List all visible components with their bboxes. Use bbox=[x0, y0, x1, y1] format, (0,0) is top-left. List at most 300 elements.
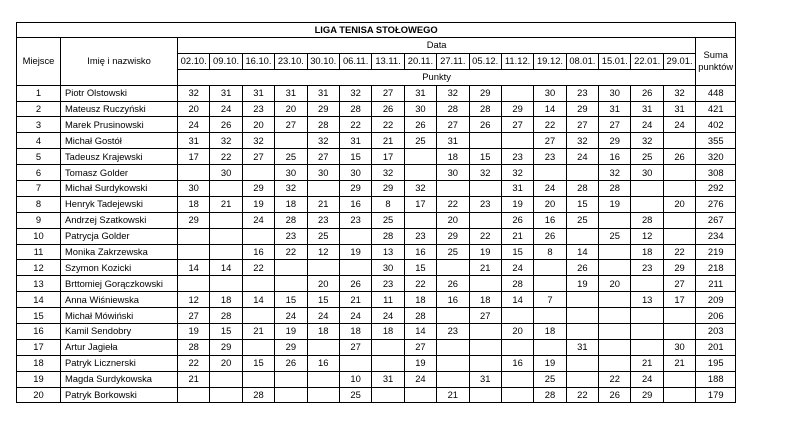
points-cell bbox=[469, 387, 501, 403]
points-cell bbox=[178, 244, 210, 260]
points-cell: 30 bbox=[210, 165, 242, 181]
points-cell: 30 bbox=[631, 165, 663, 181]
points-cell: 15 bbox=[404, 260, 436, 276]
points-cell: 15 bbox=[307, 292, 339, 308]
points-cell: 29 bbox=[242, 181, 274, 197]
points-cell: 32 bbox=[339, 85, 371, 101]
place-cell: 5 bbox=[17, 149, 61, 165]
place-cell: 4 bbox=[17, 133, 61, 149]
points-cell: 26 bbox=[501, 212, 533, 228]
points-cell: 20 bbox=[178, 101, 210, 117]
points-cell: 20 bbox=[534, 196, 566, 212]
table-row bbox=[17, 260, 736, 276]
points-cell bbox=[242, 228, 274, 244]
table-row bbox=[17, 117, 736, 133]
points-cell bbox=[663, 181, 695, 197]
place-cell: 18 bbox=[17, 355, 61, 371]
place-cell: 7 bbox=[17, 181, 61, 197]
points-cell: 16 bbox=[307, 355, 339, 371]
date-col-header: 08.01. bbox=[566, 53, 598, 69]
place-cell: 3 bbox=[17, 117, 61, 133]
sum-cell: 402 bbox=[696, 117, 736, 133]
points-cell: 16 bbox=[534, 212, 566, 228]
sum-cell: 308 bbox=[696, 165, 736, 181]
player-name-cell: Piotr Olstowski bbox=[61, 85, 178, 101]
points-cell: 23 bbox=[339, 212, 371, 228]
points-cell: 32 bbox=[501, 165, 533, 181]
points-cell: 32 bbox=[469, 165, 501, 181]
points-cell: 31 bbox=[178, 133, 210, 149]
points-cell bbox=[663, 165, 695, 181]
place-cell: 16 bbox=[17, 324, 61, 340]
date-col-header: 29.01. bbox=[663, 53, 695, 69]
points-cell: 25 bbox=[566, 212, 598, 228]
points-cell: 27 bbox=[404, 339, 436, 355]
points-cell: 21 bbox=[372, 133, 404, 149]
points-cell: 18 bbox=[469, 292, 501, 308]
points-cell bbox=[663, 371, 695, 387]
points-cell: 22 bbox=[566, 387, 598, 403]
points-cell: 25 bbox=[437, 244, 469, 260]
points-cell: 17 bbox=[372, 149, 404, 165]
points-cell: 28 bbox=[307, 117, 339, 133]
points-cell: 21 bbox=[307, 196, 339, 212]
table-row bbox=[17, 85, 736, 101]
points-cell: 26 bbox=[631, 85, 663, 101]
points-cell: 20 bbox=[242, 117, 274, 133]
points-cell: 30 bbox=[663, 339, 695, 355]
sum-cell: 448 bbox=[696, 85, 736, 101]
points-cell: 14 bbox=[501, 292, 533, 308]
place-cell: 19 bbox=[17, 371, 61, 387]
points-cell bbox=[339, 260, 371, 276]
points-cell: 31 bbox=[599, 101, 631, 117]
player-name-cell: Michał Gostół bbox=[61, 133, 178, 149]
points-cell: 31 bbox=[663, 101, 695, 117]
points-cell: 26 bbox=[275, 355, 307, 371]
points-cell: 27 bbox=[534, 133, 566, 149]
points-cell: 17 bbox=[404, 196, 436, 212]
place-cell: 8 bbox=[17, 196, 61, 212]
points-cell bbox=[437, 355, 469, 371]
points-cell: 20 bbox=[599, 276, 631, 292]
points-cell bbox=[372, 355, 404, 371]
points-cell: 31 bbox=[566, 339, 598, 355]
points-cell bbox=[275, 276, 307, 292]
date-col-header: 16.10. bbox=[242, 53, 274, 69]
points-cell: 28 bbox=[566, 181, 598, 197]
points-cell bbox=[469, 339, 501, 355]
points-cell bbox=[178, 276, 210, 292]
points-cell: 20 bbox=[501, 324, 533, 340]
player-name-cell: Monika Zakrzewska bbox=[61, 244, 178, 260]
table-row bbox=[17, 149, 736, 165]
points-cell: 20 bbox=[210, 355, 242, 371]
points-cell: 30 bbox=[307, 165, 339, 181]
points-cell: 28 bbox=[404, 308, 436, 324]
points-cell: 28 bbox=[534, 387, 566, 403]
place-cell: 17 bbox=[17, 339, 61, 355]
points-cell: 18 bbox=[275, 196, 307, 212]
points-cell bbox=[210, 371, 242, 387]
date-col-header: 09.10. bbox=[210, 53, 242, 69]
points-cell bbox=[437, 339, 469, 355]
points-cell: 32 bbox=[242, 133, 274, 149]
points-cell: 21 bbox=[242, 324, 274, 340]
table-row bbox=[17, 387, 736, 403]
points-cell: 28 bbox=[275, 212, 307, 228]
points-cell: 31 bbox=[404, 85, 436, 101]
points-cell bbox=[599, 260, 631, 276]
sum-cell: 195 bbox=[696, 355, 736, 371]
points-cell: 24 bbox=[178, 117, 210, 133]
date-col-header: 13.11. bbox=[372, 53, 404, 69]
place-cell: 6 bbox=[17, 165, 61, 181]
points-cell bbox=[242, 276, 274, 292]
points-cell: 21 bbox=[663, 355, 695, 371]
player-name-cell: Andrzej Szatkowski bbox=[61, 212, 178, 228]
points-cell: 23 bbox=[404, 228, 436, 244]
points-cell: 31 bbox=[372, 371, 404, 387]
points-cell: 22 bbox=[663, 244, 695, 260]
points-cell: 24 bbox=[210, 101, 242, 117]
sum-cell: 292 bbox=[696, 181, 736, 197]
points-cell: 16 bbox=[599, 149, 631, 165]
points-cell bbox=[242, 371, 274, 387]
points-cell: 26 bbox=[566, 260, 598, 276]
points-cell: 25 bbox=[631, 149, 663, 165]
points-cell: 30 bbox=[599, 85, 631, 101]
sum-cell: 201 bbox=[696, 339, 736, 355]
header-row-date bbox=[17, 38, 736, 54]
points-cell: 23 bbox=[631, 260, 663, 276]
points-cell: 32 bbox=[631, 133, 663, 149]
points-cell bbox=[469, 324, 501, 340]
points-cell: 11 bbox=[372, 292, 404, 308]
date-col-header: 11.12. bbox=[501, 53, 533, 69]
points-cell: 29 bbox=[599, 133, 631, 149]
points-cell bbox=[566, 165, 598, 181]
points-cell: 27 bbox=[501, 117, 533, 133]
points-cell: 19 bbox=[178, 324, 210, 340]
points-cell: 19 bbox=[339, 244, 371, 260]
points-cell: 25 bbox=[339, 387, 371, 403]
points-cell: 26 bbox=[663, 149, 695, 165]
player-name-cell: Patrycja Golder bbox=[61, 228, 178, 244]
place-cell: 2 bbox=[17, 101, 61, 117]
points-cell: 16 bbox=[404, 244, 436, 260]
points-cell: 21 bbox=[469, 260, 501, 276]
points-cell: 27 bbox=[242, 149, 274, 165]
points-cell bbox=[275, 387, 307, 403]
points-cell: 19 bbox=[534, 355, 566, 371]
points-cell: 22 bbox=[275, 244, 307, 260]
points-cell: 28 bbox=[178, 339, 210, 355]
points-cell: 29 bbox=[339, 181, 371, 197]
date-col-header: 05.12. bbox=[469, 53, 501, 69]
points-cell bbox=[663, 324, 695, 340]
points-cell bbox=[437, 371, 469, 387]
points-cell: 24 bbox=[404, 371, 436, 387]
player-name-cell: Michał Surdykowski bbox=[61, 181, 178, 197]
points-cell: 24 bbox=[631, 371, 663, 387]
points-cell bbox=[501, 85, 533, 101]
points-cell: 7 bbox=[534, 292, 566, 308]
points-cell bbox=[210, 244, 242, 260]
points-cell: 27 bbox=[372, 85, 404, 101]
points-cell bbox=[663, 212, 695, 228]
points-cell bbox=[404, 212, 436, 228]
points-cell: 21 bbox=[501, 228, 533, 244]
table-row bbox=[17, 276, 736, 292]
points-cell bbox=[663, 228, 695, 244]
points-cell: 30 bbox=[404, 101, 436, 117]
sum-cell: 188 bbox=[696, 371, 736, 387]
points-cell: 31 bbox=[631, 101, 663, 117]
points-cell: 25 bbox=[307, 228, 339, 244]
player-name-cell: Artur Jagieła bbox=[61, 339, 178, 355]
points-cell: 32 bbox=[307, 133, 339, 149]
points-cell bbox=[631, 308, 663, 324]
points-cell: 26 bbox=[339, 276, 371, 292]
player-name-cell: Anna Wiśniewska bbox=[61, 292, 178, 308]
sum-cell: 355 bbox=[696, 133, 736, 149]
points-cell: 16 bbox=[242, 244, 274, 260]
place-header: Miejsce bbox=[17, 38, 61, 86]
points-cell: 31 bbox=[339, 133, 371, 149]
sum-cell: 206 bbox=[696, 308, 736, 324]
sum-cell: 179 bbox=[696, 387, 736, 403]
points-cell: 27 bbox=[437, 117, 469, 133]
points-cell: 23 bbox=[242, 101, 274, 117]
points-cell bbox=[178, 228, 210, 244]
points-cell bbox=[275, 133, 307, 149]
table-row bbox=[17, 244, 736, 260]
points-cell: 29 bbox=[631, 387, 663, 403]
points-cell: 32 bbox=[178, 85, 210, 101]
player-name-cell: Brttomiej Gorączkowski bbox=[61, 276, 178, 292]
points-cell: 29 bbox=[566, 101, 598, 117]
points-cell: 25 bbox=[275, 149, 307, 165]
points-cell: 15 bbox=[242, 355, 274, 371]
points-cell bbox=[372, 387, 404, 403]
points-cell: 12 bbox=[307, 244, 339, 260]
player-name-cell: Mateusz Ruczyński bbox=[61, 101, 178, 117]
points-cell: 27 bbox=[307, 149, 339, 165]
points-cell bbox=[210, 228, 242, 244]
points-cell: 32 bbox=[372, 165, 404, 181]
points-cell bbox=[404, 165, 436, 181]
points-cell: 17 bbox=[663, 292, 695, 308]
sum-cell: 211 bbox=[696, 276, 736, 292]
date-header: Data bbox=[178, 38, 696, 54]
points-cell: 25 bbox=[404, 133, 436, 149]
points-cell bbox=[242, 339, 274, 355]
sum-cell: 421 bbox=[696, 101, 736, 117]
points-cell: 31 bbox=[275, 85, 307, 101]
points-cell bbox=[631, 339, 663, 355]
points-cell: 26 bbox=[469, 117, 501, 133]
points-cell bbox=[307, 387, 339, 403]
date-col-header: 27.11. bbox=[437, 53, 469, 69]
points-cell: 28 bbox=[599, 181, 631, 197]
points-cell: 19 bbox=[404, 355, 436, 371]
points-cell: 13 bbox=[372, 244, 404, 260]
points-cell bbox=[275, 371, 307, 387]
points-cell bbox=[307, 181, 339, 197]
points-cell: 18 bbox=[307, 324, 339, 340]
points-cell: 22 bbox=[210, 149, 242, 165]
points-cell bbox=[534, 260, 566, 276]
points-cell: 24 bbox=[307, 308, 339, 324]
points-cell: 27 bbox=[339, 339, 371, 355]
points-cell: 14 bbox=[178, 260, 210, 276]
points-cell: 31 bbox=[437, 133, 469, 149]
points-cell bbox=[307, 371, 339, 387]
points-cell bbox=[437, 260, 469, 276]
table-row bbox=[17, 324, 736, 340]
points-cell: 25 bbox=[534, 371, 566, 387]
points-cell: 16 bbox=[501, 355, 533, 371]
title-row bbox=[17, 23, 736, 38]
sum-cell: 267 bbox=[696, 212, 736, 228]
points-cell bbox=[210, 212, 242, 228]
points-cell: 32 bbox=[404, 181, 436, 197]
player-name-cell: Michał Mówiński bbox=[61, 308, 178, 324]
points-header: Punkty bbox=[178, 69, 696, 85]
points-cell: 30 bbox=[437, 165, 469, 181]
points-cell: 22 bbox=[599, 371, 631, 387]
points-cell: 28 bbox=[372, 228, 404, 244]
points-cell: 15 bbox=[501, 244, 533, 260]
points-cell: 23 bbox=[307, 212, 339, 228]
points-cell: 14 bbox=[242, 292, 274, 308]
table-row bbox=[17, 228, 736, 244]
points-cell: 21 bbox=[210, 196, 242, 212]
points-cell: 29 bbox=[178, 212, 210, 228]
points-cell: 19 bbox=[469, 244, 501, 260]
points-cell bbox=[307, 260, 339, 276]
points-cell bbox=[404, 149, 436, 165]
points-cell bbox=[599, 339, 631, 355]
points-cell: 29 bbox=[663, 260, 695, 276]
points-cell: 30 bbox=[275, 165, 307, 181]
points-cell bbox=[566, 308, 598, 324]
points-cell: 27 bbox=[566, 117, 598, 133]
date-col-header: 30.10. bbox=[307, 53, 339, 69]
sum-cell: 276 bbox=[696, 196, 736, 212]
points-cell bbox=[501, 133, 533, 149]
points-cell: 29 bbox=[210, 339, 242, 355]
points-cell bbox=[210, 276, 242, 292]
place-cell: 11 bbox=[17, 244, 61, 260]
results-sheet bbox=[16, 22, 736, 403]
points-cell: 19 bbox=[599, 196, 631, 212]
place-cell: 12 bbox=[17, 260, 61, 276]
points-cell: 18 bbox=[404, 292, 436, 308]
points-cell: 28 bbox=[242, 387, 274, 403]
table-row bbox=[17, 196, 736, 212]
points-cell bbox=[178, 165, 210, 181]
points-cell: 27 bbox=[599, 117, 631, 133]
points-cell: 31 bbox=[210, 85, 242, 101]
points-cell: 32 bbox=[566, 133, 598, 149]
points-cell bbox=[631, 196, 663, 212]
points-cell: 23 bbox=[437, 324, 469, 340]
points-cell bbox=[469, 212, 501, 228]
points-cell bbox=[501, 308, 533, 324]
sum-cell: 234 bbox=[696, 228, 736, 244]
player-name-cell: Tomasz Golder bbox=[61, 165, 178, 181]
place-cell: 10 bbox=[17, 228, 61, 244]
points-cell: 31 bbox=[307, 85, 339, 101]
points-cell: 28 bbox=[437, 101, 469, 117]
points-cell: 31 bbox=[501, 181, 533, 197]
league-table bbox=[16, 22, 736, 403]
points-cell: 12 bbox=[178, 292, 210, 308]
player-name-cell: Kamil Sendobry bbox=[61, 324, 178, 340]
points-cell: 24 bbox=[631, 117, 663, 133]
points-cell bbox=[566, 324, 598, 340]
points-cell bbox=[210, 181, 242, 197]
points-cell: 19 bbox=[501, 196, 533, 212]
points-cell: 26 bbox=[372, 101, 404, 117]
points-cell bbox=[501, 371, 533, 387]
table-row bbox=[17, 371, 736, 387]
points-cell: 28 bbox=[210, 308, 242, 324]
points-cell: 30 bbox=[534, 85, 566, 101]
points-cell bbox=[178, 387, 210, 403]
points-cell: 16 bbox=[339, 196, 371, 212]
points-cell bbox=[631, 276, 663, 292]
table-header bbox=[17, 23, 736, 86]
date-col-header: 22.01. bbox=[631, 53, 663, 69]
points-cell: 27 bbox=[663, 276, 695, 292]
points-cell: 32 bbox=[599, 165, 631, 181]
points-cell: 12 bbox=[631, 228, 663, 244]
place-cell: 1 bbox=[17, 85, 61, 101]
place-cell: 15 bbox=[17, 308, 61, 324]
points-cell bbox=[599, 355, 631, 371]
date-col-header: 15.01. bbox=[599, 53, 631, 69]
points-cell: 23 bbox=[501, 149, 533, 165]
points-cell bbox=[469, 276, 501, 292]
points-cell: 19 bbox=[242, 196, 274, 212]
points-cell: 20 bbox=[307, 276, 339, 292]
points-cell: 29 bbox=[307, 101, 339, 117]
points-cell: 18 bbox=[437, 149, 469, 165]
points-cell: 18 bbox=[534, 324, 566, 340]
points-cell: 26 bbox=[534, 228, 566, 244]
table-row bbox=[17, 212, 736, 228]
points-cell: 10 bbox=[339, 371, 371, 387]
points-cell bbox=[404, 387, 436, 403]
points-cell: 27 bbox=[469, 308, 501, 324]
table-row bbox=[17, 308, 736, 324]
date-col-header: 23.10. bbox=[275, 53, 307, 69]
points-cell bbox=[599, 244, 631, 260]
points-cell: 29 bbox=[437, 228, 469, 244]
points-cell: 20 bbox=[663, 196, 695, 212]
points-cell: 15 bbox=[339, 149, 371, 165]
points-cell: 18 bbox=[372, 324, 404, 340]
points-cell: 15 bbox=[469, 149, 501, 165]
sum-cell: 209 bbox=[696, 292, 736, 308]
points-cell: 27 bbox=[178, 308, 210, 324]
points-cell bbox=[566, 355, 598, 371]
points-cell bbox=[599, 212, 631, 228]
points-cell: 23 bbox=[566, 85, 598, 101]
